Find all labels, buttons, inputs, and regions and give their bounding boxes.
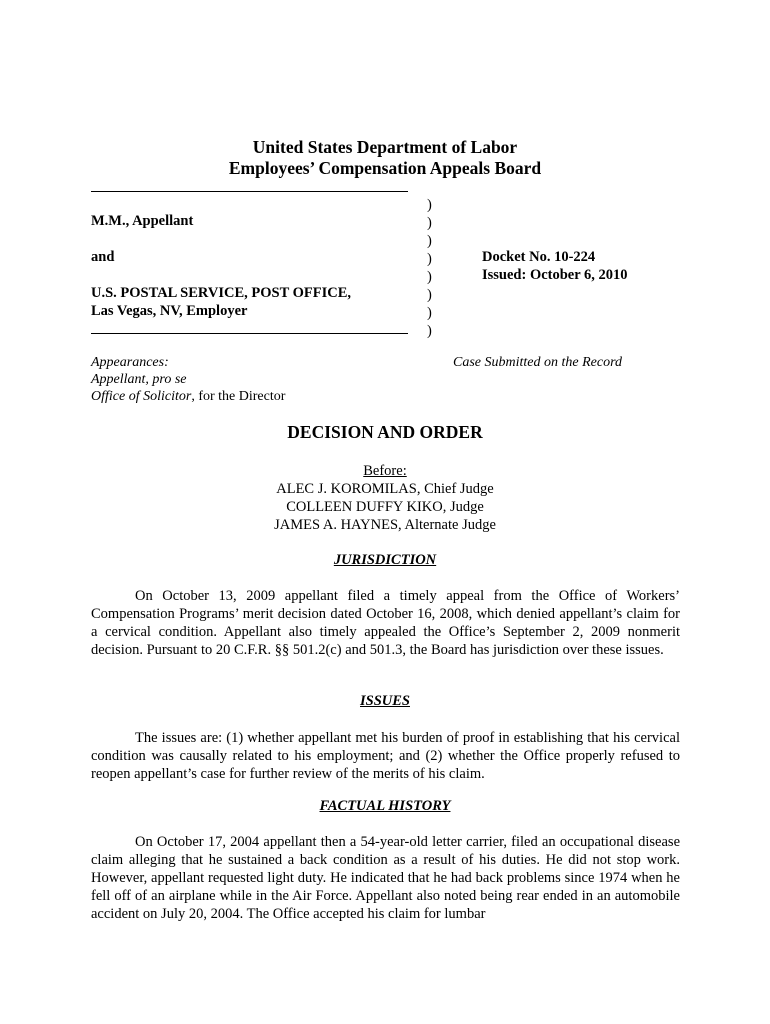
appearance-appellant: Appellant, pro se xyxy=(91,372,187,387)
caption-paren: ) xyxy=(427,233,432,249)
decision-title: DECISION AND ORDER xyxy=(287,422,483,442)
caption-paren: ) xyxy=(427,287,432,303)
caption-top-rule xyxy=(91,191,408,192)
employer-line-2: Las Vegas, NV, Employer xyxy=(91,303,248,319)
case-submitted-note: Case Submitted on the Record xyxy=(453,355,623,370)
appellant-name: M.M., Appellant xyxy=(91,213,194,229)
employer-line-1: U.S. POSTAL SERVICE, POST OFFICE, xyxy=(91,285,352,301)
jurisdiction-paragraph: On October 13, 2009 appellant filed a timely appeal from the Office of Workers’ Compensation Programs’ merit decision dated October 16, 2008, which denied appellant’s claim for a cervical condition. Appellant also timely appealed the Office’s September 2, 2009 nonmerit decision. Pursuant to 20 C.F.R. §§ 501.2(c) and 501.3, the Board has jurisdiction over these issues. xyxy=(91,588,680,658)
solicitor-role: , for the Director xyxy=(191,389,286,404)
caption-paren: ) xyxy=(427,215,432,231)
issues-heading-wrap xyxy=(0,693,770,710)
caption-parentheses xyxy=(427,196,432,340)
caption-paren: ) xyxy=(427,323,432,339)
judge-name: ALEC J. KOROMILAS, Chief Judge xyxy=(276,481,494,497)
jurisdiction-heading-wrap xyxy=(0,552,770,569)
appearance-solicitor xyxy=(91,389,285,405)
caption-paren: ) xyxy=(427,269,432,285)
board-title: Employees’ Compensation Appeals Board xyxy=(228,158,542,178)
agency-title: United States Department of Labor xyxy=(252,137,518,157)
factual-history-paragraph: On October 17, 2004 appellant then a 54-year-old letter carrier, filed an occupational disease claim alleging that he sustained a back condition as a result of his duties. He did not stop work. However, appellant requested light duty. He indicated that he had back problems since 1974 when he fell off of an airplane while in the Air Force. Appellant also noted being rear ended in an automobile accident on July 20, 2004. The Office accepted his claim for lumbar xyxy=(91,834,680,922)
caption-paren: ) xyxy=(427,197,432,213)
judge-name: JAMES A. HAYNES, Alternate Judge xyxy=(274,517,496,533)
before-label: Before: xyxy=(363,463,407,479)
appearances-label: Appearances: xyxy=(91,355,169,370)
issues-heading: ISSUES xyxy=(360,693,410,709)
factual-heading-wrap xyxy=(0,798,770,815)
caption-paren: ) xyxy=(427,305,432,321)
jurisdiction-heading: JURISDICTION xyxy=(333,552,437,568)
issued-date: Issued: October 6, 2010 xyxy=(482,267,628,283)
caption-bottom-rule xyxy=(91,333,408,334)
issues-paragraph: The issues are: (1) whether appellant met his burden of proof in establishing that his cervical condition was causally related to his employment; and (2) whether the Office properly refused to reopen appellant’s case for further review of the merits of his claim. xyxy=(91,730,680,782)
judge-name: COLLEEN DUFFY KIKO, Judge xyxy=(286,499,484,515)
solicitor-office: Office of Solicitor xyxy=(91,389,192,404)
caption-paren: ) xyxy=(427,251,432,267)
caption-and: and xyxy=(91,249,115,265)
factual-history-heading: FACTUAL HISTORY xyxy=(319,798,451,814)
docket-number: Docket No. 10-224 xyxy=(482,249,596,265)
